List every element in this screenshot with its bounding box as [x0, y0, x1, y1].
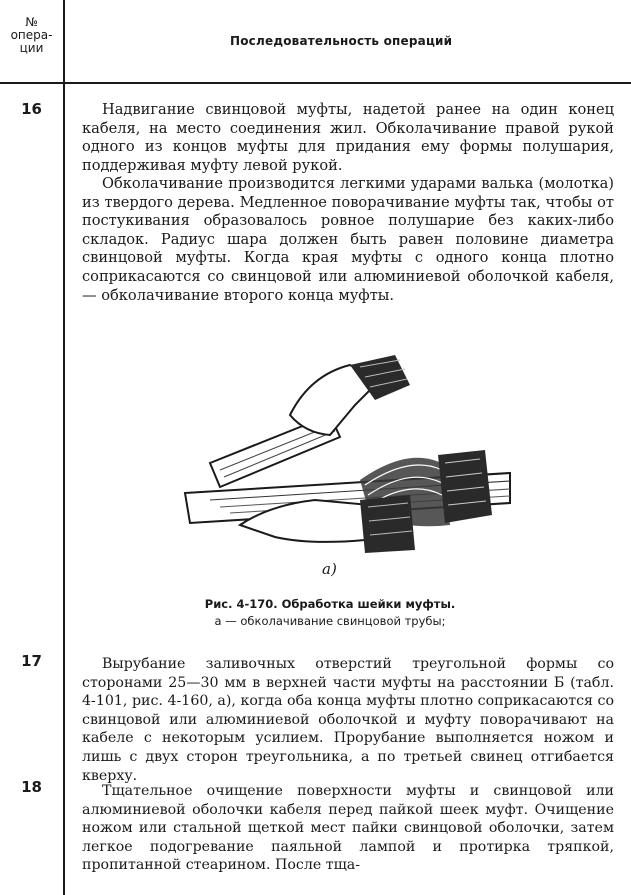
- column-divider: [63, 0, 65, 895]
- figure-caption-title: Рис. 4-170. Обработка шейки муфты.: [204, 597, 456, 611]
- figure-caption-subtitle: а — обколачивание свинцовой трубы;: [214, 614, 446, 628]
- header-divider: [0, 82, 631, 84]
- operation-17-paragraph-1: Вырубание заливочных отверстий треугольной формы со сторонами 25—30 мм в верхней части муфты на расстоянии Б (табл. 4-101, рис. 4-160, а), когда оба конца муфты плотно соприкасаются со свинцовой или алюминиевой оболочкой и муфту поворачивают на кабеле с некоторым усилием. Прорубание выполняется ножом и лишь с двух сторон треугольника, а по третьей свинец отгибается кверху.: [82, 656, 614, 784]
- right-hand-illustration: [290, 355, 410, 435]
- operation-16-paragraph-2: Обколачивание производится легкими ударами валька (молотка) из твердого дерева. Медленное поворачивание муфты так, чтобы от постукивания образовалось ровное полушарие без каких-либо складок. Радиус шара должен быть равен половине диаметра свинцовой муфты. Когда края муфты с одного конца плотно соприкасаются со свинцовой или алюминиевой оболочкой кабеля, — обколачивание второго конца муфты.: [82, 175, 614, 304]
- operation-number-16: 16: [21, 100, 42, 118]
- operations-sequence-header: Последовательность операций: [230, 34, 453, 48]
- figure-caption: [140, 596, 520, 630]
- operation-number-17: 17: [21, 652, 42, 670]
- operation-16-paragraph-1: Надвигание свинцовой муфты, надетой ранее на один конец кабеля, на место соединения жил. Обколачивание правой рукой одного из концов муфты для придания ему формы полушария, поддерживая муфту левой рукой.: [82, 101, 614, 174]
- operation-18-paragraph-1: Тщательное очищение поверхности муфты и свинцовой или алюминиевой оболочки кабеля перед пайкой шеек муфт. Очищение ножом или стальной щеткой мест пайки свинцовой оболочки, затем легкое подогревание паяльной лампой и протирка тряпкой, пропитанной стеарином. После тща-: [82, 783, 614, 874]
- figure-lead-sleeve-beating: [180, 355, 525, 555]
- operation-number-18: 18: [21, 778, 42, 796]
- operation-number-header: № опера- ции: [10, 15, 53, 55]
- figure-label: а): [322, 560, 337, 578]
